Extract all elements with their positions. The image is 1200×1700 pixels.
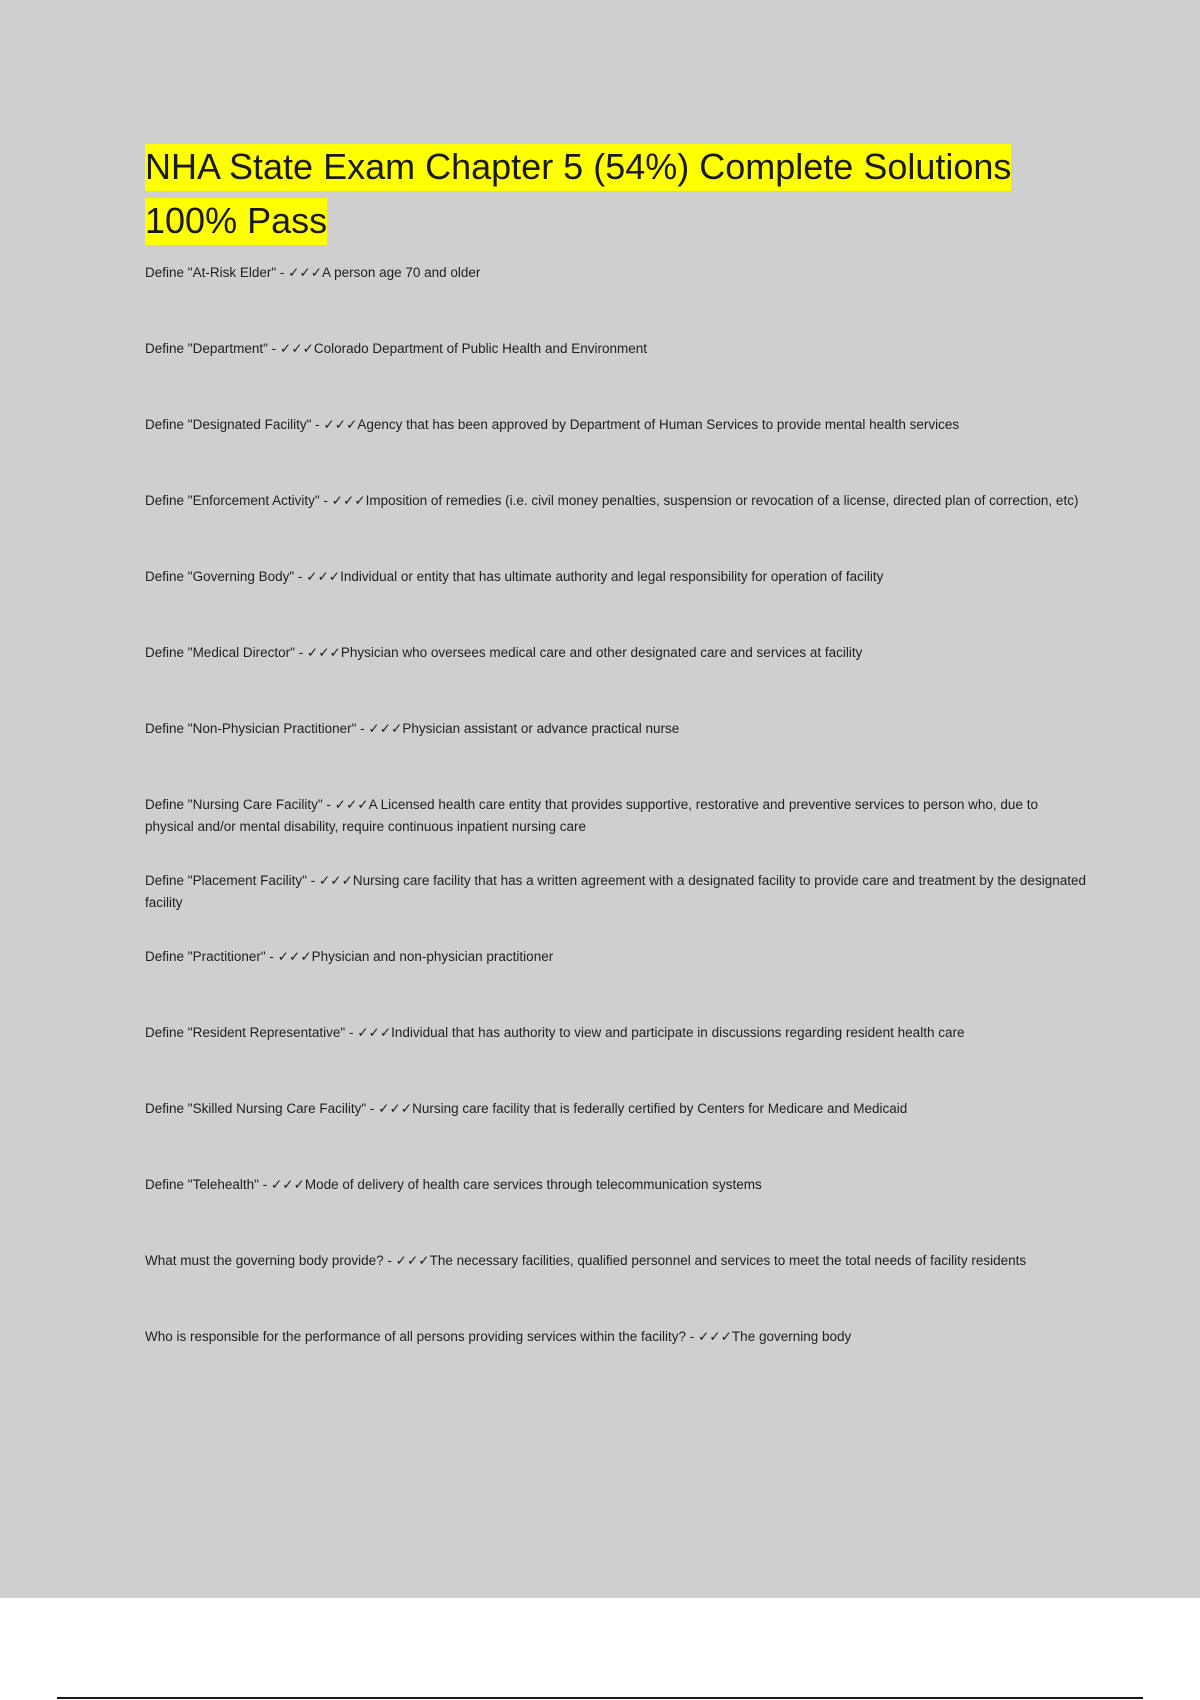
qa-item: Define "Designated Facility" - ✓✓✓Agency that has been approved by Department of Human Services to provide mental health services	[145, 417, 960, 432]
qa-item: Define "Non-Physician Practitioner" - ✓✓✓Physician assistant or advance practical nurse	[145, 721, 680, 736]
qa-list	[145, 262, 1090, 1370]
qa-item: Define "Enforcement Activity" - ✓✓✓Imposition of remedies (i.e. civil money penalties, suspension or revocation of a license, directed plan of correction, etc)	[145, 493, 1079, 508]
qa-item: What must the governing body provide? - ✓✓✓The necessary facilities, qualified personnel and services to meet the total needs of facility residents	[145, 1253, 1027, 1268]
qa-item: Define "Nursing Care Facility" - ✓✓✓A Licensed health care entity that provides supportive, restorative and preventive services to person who, due to physical and/or mental disability, require continuous inpatient nursing care	[145, 797, 1038, 834]
qa-item: Define "Resident Representative" - ✓✓✓Individual that has authority to view and participate in discussions regarding resident health care	[145, 1025, 965, 1040]
document-title	[145, 140, 1090, 248]
document-title-text: NHA State Exam Chapter 5 (54%) Complete Solutions 100% Pass	[145, 144, 1011, 245]
qa-item: Define "Telehealth" - ✓✓✓Mode of delivery of health care services through telecommunication systems	[145, 1177, 762, 1192]
page-footer-area	[0, 1598, 1200, 1700]
document-content	[145, 140, 1090, 1402]
qa-item: Define "Governing Body" - ✓✓✓Individual or entity that has ultimate authority and legal responsibility for operation of facility	[145, 569, 884, 584]
footer-divider	[57, 1697, 1143, 1699]
qa-item: Define "At-Risk Elder" - ✓✓✓A person age 70 and older	[145, 265, 481, 280]
qa-item: Define "Medical Director" - ✓✓✓Physician who oversees medical care and other designated care and services at facility	[145, 645, 863, 660]
qa-item: Define "Practitioner" - ✓✓✓Physician and non-physician practitioner	[145, 949, 554, 964]
qa-item: Define "Skilled Nursing Care Facility" - ✓✓✓Nursing care facility that is federally certified by Centers for Medicare and Medicaid	[145, 1101, 908, 1116]
qa-item: Who is responsible for the performance of all persons providing services within the facility? - ✓✓✓The governing body	[145, 1329, 852, 1344]
qa-item: Define "Placement Facility" - ✓✓✓Nursing care facility that has a written agreement with a designated facility to provide care and treatment by the designated facility	[145, 873, 1086, 910]
qa-item: Define "Department" - ✓✓✓Colorado Department of Public Health and Environment	[145, 341, 648, 356]
